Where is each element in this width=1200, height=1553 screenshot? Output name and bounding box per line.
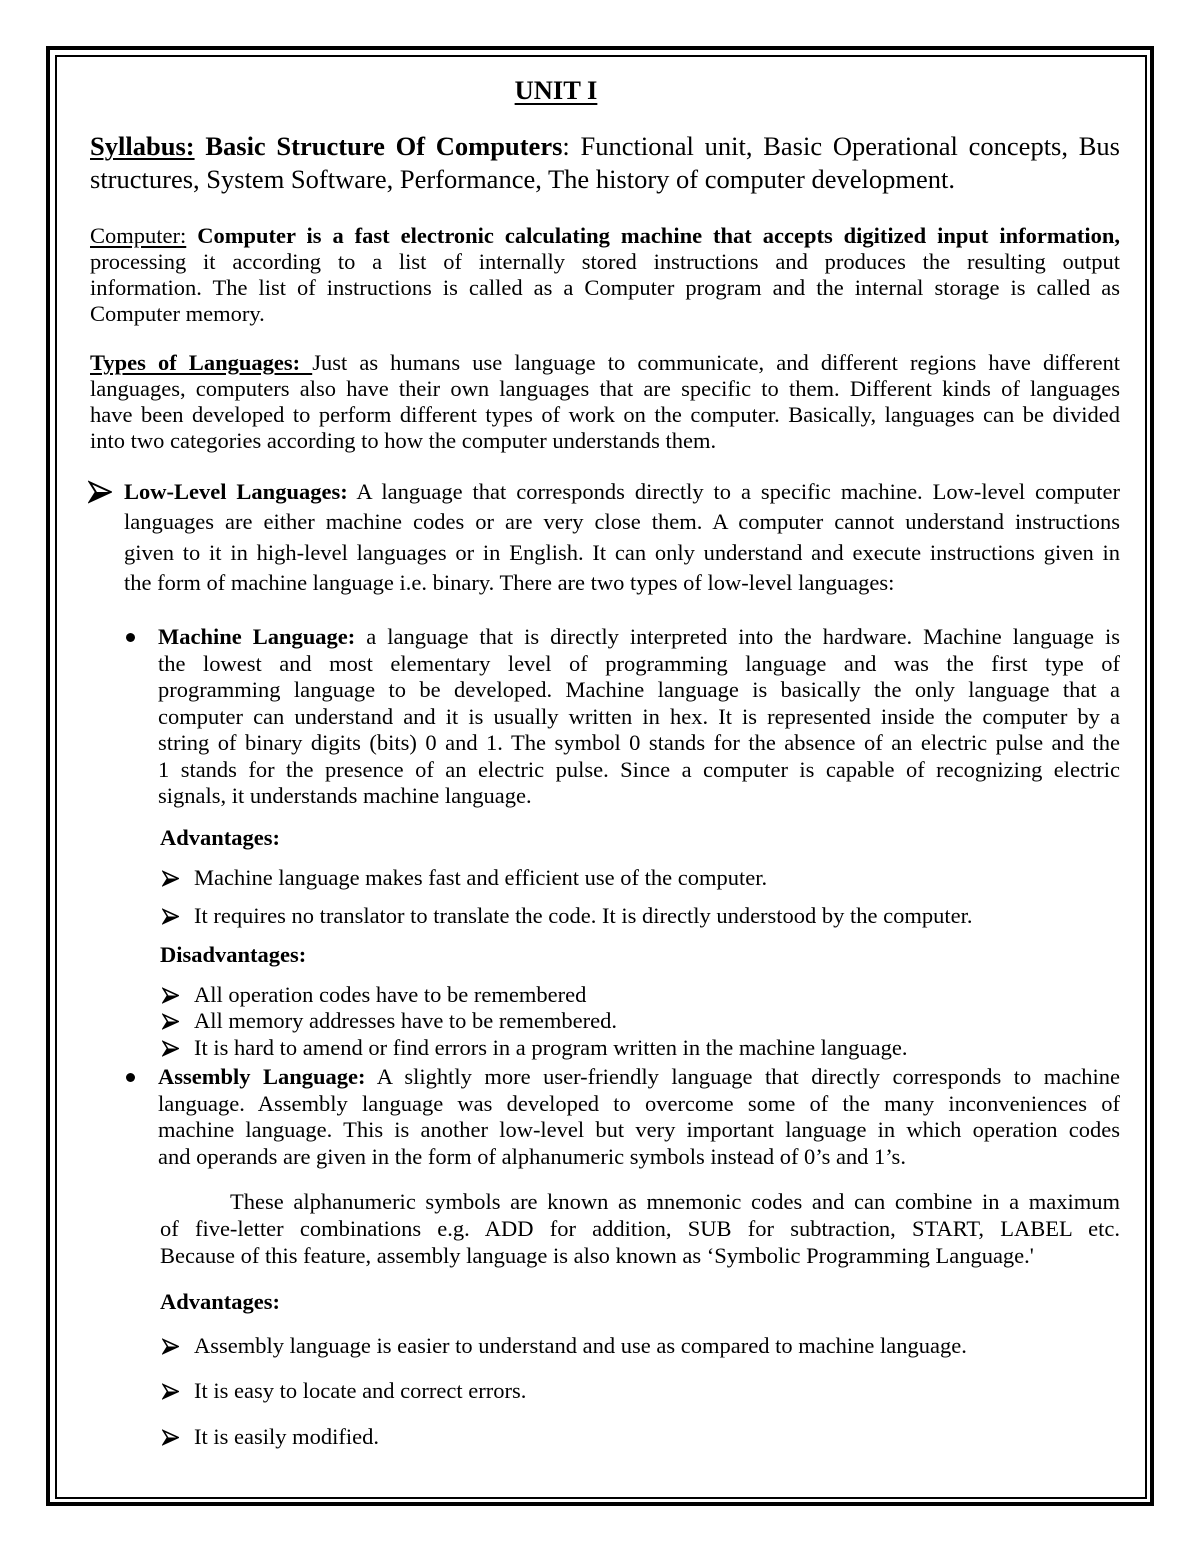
computer-line: Computer memory. bbox=[90, 301, 265, 326]
arrow-bullet-icon bbox=[162, 908, 179, 925]
mnemonic-line: These alphanumeric symbols are known as mnemonic codes and can combine in a maximum bbox=[230, 1189, 1120, 1214]
assembly-advantages-heading: Advantages: bbox=[160, 1289, 281, 1314]
machine-language-line: computer can understand and it is usually written in hex. It is represented inside the computer by a bbox=[158, 703, 1120, 729]
low-level-languages-item bbox=[124, 477, 1120, 598]
types-text: Just as humans use language to communicate, and different regions have different bbox=[312, 350, 1121, 375]
syllabus-paragraph bbox=[90, 130, 1120, 196]
machine-language-label: Machine Language: bbox=[158, 624, 356, 649]
low-level-line: given to it in high-level languages or in English. It can only understand and execute instructions given in bbox=[124, 539, 1120, 565]
low-level-line bbox=[124, 477, 1120, 507]
computer-line bbox=[90, 223, 1120, 249]
arrow-bullet-icon bbox=[162, 987, 179, 1004]
computer-definition: Computer is a fast electronic calculating machine that accepts digitized input information, bbox=[186, 223, 1120, 248]
arrow-bullet-icon bbox=[162, 1429, 179, 1446]
types-line: into two categories according to how the computer understands them. bbox=[90, 428, 717, 453]
assembly-language-label: Assembly Language: bbox=[158, 1064, 366, 1089]
arrow-bullet-icon bbox=[162, 1040, 179, 1057]
assembly-language-line: language. Assembly language was developed to overcome some of the many inconveniences of bbox=[158, 1090, 1120, 1116]
computer-line: information. The list of instructions is called as a Computer program and the internal storage is called as bbox=[90, 275, 1120, 300]
machine-language-line bbox=[158, 624, 1120, 651]
machine-language-text: a language that is directly interpreted into the hardware. Machine language is bbox=[355, 624, 1120, 649]
bullet-dot-icon bbox=[126, 633, 135, 642]
machine-disadvantage-item: All operation codes have to be remembered bbox=[194, 982, 587, 1007]
unit-title: UNIT I bbox=[514, 75, 598, 105]
low-level-line: the form of machine language i.e. binary. There are two types of low-level languages: bbox=[124, 569, 895, 595]
syllabus-line: structures, System Software, Performance, The history of computer development. bbox=[90, 164, 955, 194]
machine-language-item bbox=[158, 624, 1120, 810]
machine-language-line: the lowest and most elementary level of programming language and was the first type of bbox=[158, 650, 1120, 676]
machine-advantage-item: Machine language makes fast and efficient use of the computer. bbox=[194, 865, 768, 890]
computer-line: processing it according to a list of internally stored instructions and produces the resulting output bbox=[90, 249, 1120, 274]
assembly-advantage-item: It is easy to locate and correct errors. bbox=[194, 1378, 527, 1403]
assembly-advantage-item: Assembly language is easier to understand and use as compared to machine language. bbox=[194, 1333, 967, 1358]
bullet-dot-icon bbox=[126, 1073, 135, 1082]
arrow-bullet-icon bbox=[162, 870, 179, 887]
types-label: Types of Languages: bbox=[90, 350, 313, 375]
low-level-line: languages are either machine codes or are very close them. A computer cannot understand instructions bbox=[124, 509, 1120, 535]
computer-label: Computer: bbox=[90, 223, 187, 248]
machine-language-line: programming language to be developed. Machine language is basically the only language that a bbox=[158, 677, 1120, 702]
arrow-bullet-icon bbox=[162, 1383, 179, 1400]
machine-advantage-item: It requires no translator to translate the code. It is directly understood by the computer. bbox=[194, 903, 973, 928]
low-level-label: Low-Level Languages: bbox=[124, 479, 348, 504]
arrow-bullet-icon bbox=[162, 1338, 179, 1355]
machine-advantages-heading: Advantages: bbox=[160, 825, 281, 850]
syllabus-line bbox=[90, 130, 1120, 163]
assembly-language-item bbox=[158, 1064, 1120, 1171]
types-line: languages, computers also have their own languages that are specific to them. Different kinds of languages bbox=[90, 376, 1120, 401]
mnemonic-line: Because of this feature, assembly language is also known as ‘Symbolic Programming Language.' bbox=[160, 1243, 1034, 1268]
mnemonic-line: of five-letter combinations e.g. ADD for addition, SUB for subtraction, START, LABEL etc. bbox=[160, 1216, 1120, 1241]
machine-disadvantages-heading: Disadvantages: bbox=[160, 942, 307, 967]
assembly-advantage-item: It is easily modified. bbox=[194, 1424, 379, 1449]
syllabus-topic: Basic Structure Of Computers bbox=[194, 131, 563, 161]
mnemonic-paragraph bbox=[160, 1188, 1120, 1269]
types-line: have been developed to perform different types of work on the computer. Basically, languages can be divided bbox=[90, 402, 1120, 427]
assembly-language-line: machine language. This is another low-level but very important language in which operation codes bbox=[158, 1117, 1120, 1143]
machine-disadvantage-item: It is hard to amend or find errors in a program written in the machine language. bbox=[194, 1035, 908, 1060]
machine-language-line: 1 stands for the presence of an electric pulse. Since a computer is capable of recognizing electric bbox=[158, 756, 1120, 782]
syllabus-text: : Functional unit, Basic Operational concepts, Bus bbox=[562, 131, 1120, 161]
syllabus-label: Syllabus: bbox=[90, 131, 195, 161]
machine-language-line: string of binary digits (bits) 0 and 1. The symbol 0 stands for the absence of an electric pulse and the bbox=[158, 730, 1120, 755]
machine-disadvantage-item: All memory addresses have to be remembered. bbox=[194, 1008, 617, 1033]
assembly-language-line bbox=[158, 1064, 1120, 1091]
low-level-text: A language that corresponds directly to a specific machine. Low-level computer bbox=[347, 479, 1121, 504]
assembly-language-text: A slightly more user-friendly language that directly corresponds to machine bbox=[365, 1064, 1120, 1089]
types-of-languages-paragraph bbox=[90, 350, 1120, 454]
machine-language-line: signals, it understands machine language. bbox=[158, 783, 532, 808]
computer-definition-paragraph bbox=[90, 223, 1120, 327]
types-line bbox=[90, 350, 1120, 376]
assembly-language-line: and operands are given in the form of alphanumeric symbols instead of 0’s and 1’s. bbox=[158, 1144, 906, 1170]
arrow-bullet-icon bbox=[162, 1013, 179, 1030]
arrow-bullet-icon bbox=[88, 480, 112, 504]
